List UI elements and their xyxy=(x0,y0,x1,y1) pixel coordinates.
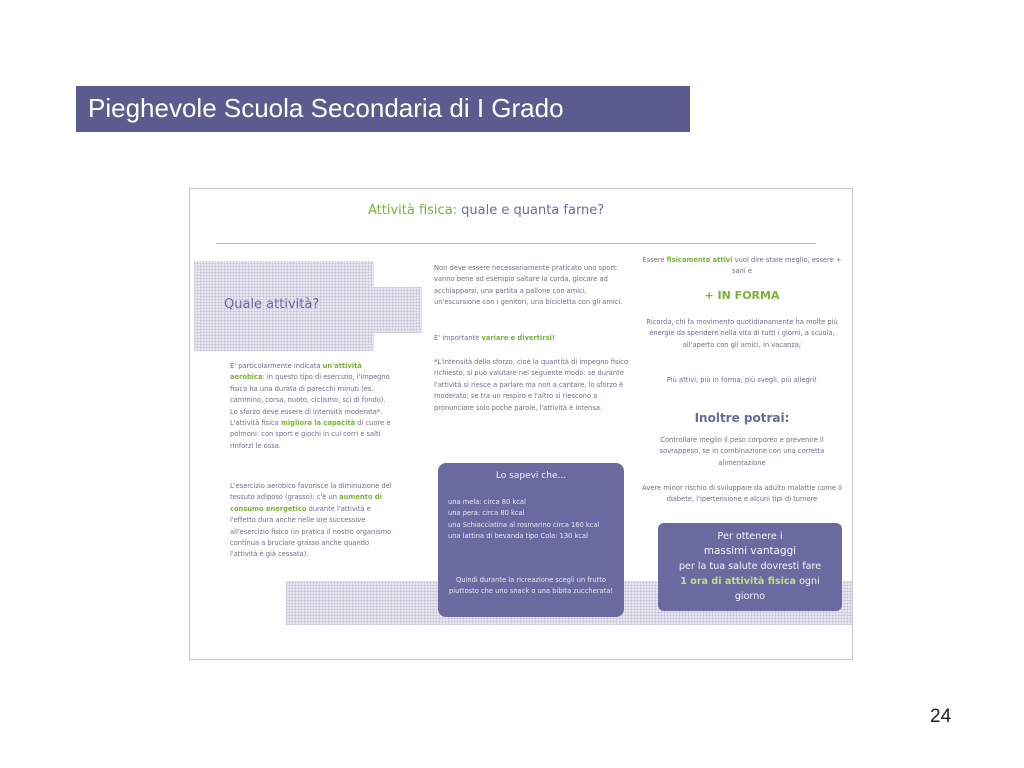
title-divider xyxy=(216,243,816,244)
max-benefits-box xyxy=(658,523,842,611)
flyer-title-rest: quale e quanta farne? xyxy=(457,203,605,218)
list-item: una pera: circa 80 kcal xyxy=(448,509,525,518)
slide-title: Pieghevole Scuola Secondaria di I Grado xyxy=(88,93,564,123)
right-paragraph-4: Controllare meglio il peso corporeo e prevenire il sovrappeso, se in combinazione con una corretta alimentazione xyxy=(659,436,825,467)
benefits-line-1: Per ottenere i xyxy=(717,531,783,542)
middle-paragraph-1: Non deve essere necessariamente praticato uno sport: vanno bene ad esempio saltare la corda, giocare ad acchiapparsi, una partita a pallone con amici, un'escursione con i genitori, una bicicletta con gli amici. xyxy=(434,264,623,307)
benefits-line-2: massimi vantaggi xyxy=(703,545,797,557)
left-paragraph-2: L'esercizio aerobico favorisce la diminuzione del tessuto adiposo (grasso): c'è un aumento di consumo energetico durante l'attività e l'effetto dura anche nelle ore successive all'esercizio fisico (in pratica il nostro organismo continua a bruciare grasso anche quando l'attività è già cessata). xyxy=(230,482,392,559)
right-paragraph-3: Più attivi, più in forma, più svegli, più allegri! xyxy=(666,376,818,384)
in-forma-heading: + IN FORMA xyxy=(704,289,780,302)
benefits-line-3: per la tua salute dovresti fare xyxy=(678,561,822,572)
right-paragraph-5: Avere minor rischio di sviluppare da adulto malattie come il diabete, l'ipertensione e alcuni tipi di tumore xyxy=(642,484,842,504)
left-heading: Quale attività? xyxy=(224,297,320,312)
did-you-know-footer: Quindi durante la ricreazione scegli un frutto piuttosto che uno snack o una bibita zuccherata! xyxy=(448,576,614,596)
middle-paragraph-3: *L'intensità dello sforzo, cioè la quantità di impegno fisico richiesto, si può valutare nel seguente modo: se durante l'attività si riesce a parlare ma non a cantare, lo sforzo è moderato; se tra un respiro e l'altro si riescono a pronunciare solo poche parole, l'attività è intensa. xyxy=(434,358,629,412)
benefits-line-5: giorno xyxy=(734,591,766,602)
right-paragraph-1: Essere fisicamente attivi vuol dire stare meglio, essere + sani e xyxy=(642,256,842,276)
did-you-know-list xyxy=(448,497,614,543)
right-paragraph-2: Ricorda, chi fa movimento quotidianamente ha molte più energie da spendere nella vita di tutti i giorni, a scuola, all'aperto con gli amici, in vacanza; xyxy=(646,318,838,349)
flyer-title xyxy=(368,203,604,218)
list-item: una lattina di bevanda tipo Cola: 130 kcal xyxy=(448,532,589,541)
middle-paragraph-2: E' importante variare e divertirsi! xyxy=(434,334,555,342)
inoltre-heading: Inoltre potrai: xyxy=(694,411,790,425)
flyer-title-highlight: Attività fisica: xyxy=(368,203,458,218)
page-number: 24 xyxy=(930,706,952,727)
did-you-know-title: Lo sapevi che... xyxy=(495,471,567,481)
left-paragraph-1: E' particolarmente indicata un'attività aerobica: in questo tipo di esercizio, l'impegno fisico ha una durata di parecchi minuti (es. cammino, corsa, nuoto, ciclismo, sci di fondo). Lo sforzo deve essere di intensità moderata*. L'attività fisica migliora la capacità di cuore e polmoni: con sport e giochi in cui corri e salti rinforzi le ossa. xyxy=(230,362,391,450)
slide-title-bar xyxy=(76,86,690,132)
list-item: una Schiacciatina al rosmarino circa 160 kcal xyxy=(448,520,600,529)
flyer-image xyxy=(189,188,853,660)
benefits-line-4: 1 ora di attività fisica ogni xyxy=(680,576,820,587)
list-item: una mela: circa 80 kcal xyxy=(448,498,526,506)
did-you-know-box xyxy=(438,463,624,617)
